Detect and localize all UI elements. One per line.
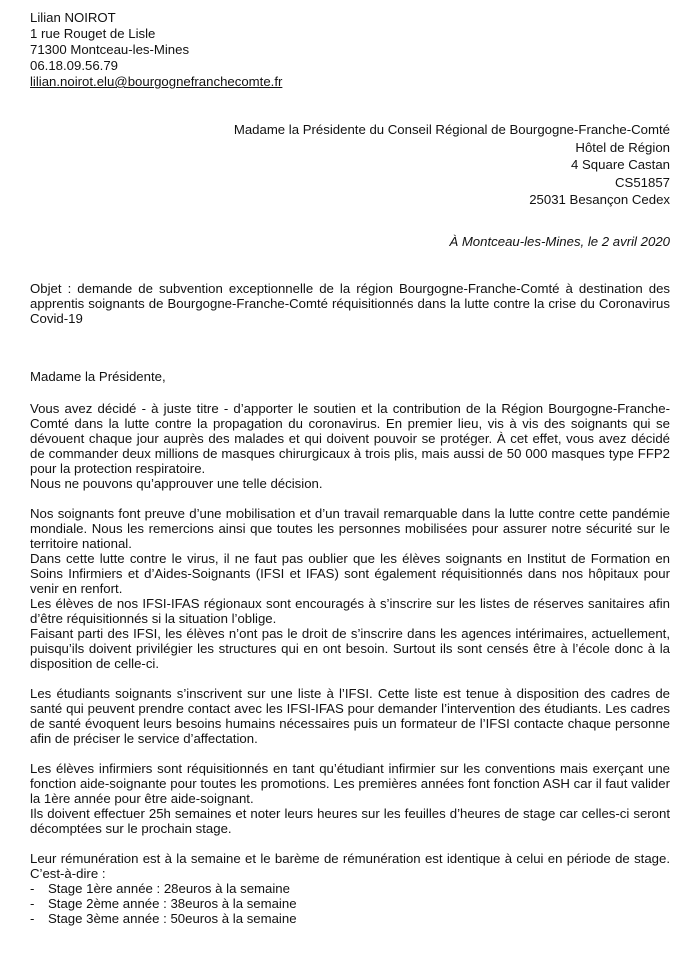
paragraph-4 <box>30 761 670 836</box>
sender-address-line2: 71300 Montceau-les-Mines <box>30 42 190 57</box>
letter-date: À Montceau-les-Mines, le 2 avril 2020 <box>449 234 670 249</box>
paragraph-1 <box>30 401 670 491</box>
paragraph-line: Dans cette lutte contre le virus, il ne faut pas oublier que les élèves soignants en Institut de Formation en Soins Infirmiers et d’Aides-Soignants (IFSI et IFAS) sont également réquisitionnés dans nos hôpitaux pour venir en renfort. <box>30 550 670 596</box>
sender-name: Lilian NOIROT <box>30 10 116 25</box>
paragraph-2 <box>30 506 670 671</box>
stage-list-item: - Stage 2ème année : 38euros à la semaine <box>30 896 670 911</box>
recipient-line1: Madame la Présidente du Conseil Régional de Bourgogne-Franche-Comté <box>233 122 670 137</box>
paragraph-line: Nos soignants font preuve d’une mobilisation et d’un travail remarquable dans la lutte contre cette pandémie mondiale. Nous les remercions ainsi que toutes les personnes mobilisées pour assurer notre sécurité sur le territoire national. <box>30 505 670 551</box>
stage-list <box>30 881 670 926</box>
sender-email-link[interactable]: lilian.noirot.elu@bourgognefranchecomte.fr <box>30 74 283 89</box>
salutation: Madame la Présidente, <box>30 369 166 384</box>
paragraph-line: Leur rémunération est à la semaine et le barème de rémunération est identique à celui en période de stage. C’est-à-dire : <box>30 850 670 881</box>
paragraph-5 <box>30 851 670 926</box>
paragraph-line: Nous ne pouvons qu’approuver une telle décision. <box>30 475 323 491</box>
paragraph-line: Les élèves de nos IFSI-IFAS régionaux sont encouragés à s’inscrire sur les listes de réserves sanitaires afin d’être réquisitionnés si la situation l’oblige. <box>30 595 670 626</box>
letter-page <box>30 10 670 926</box>
paragraph-line: Faisant parti des IFSI, les élèves n’ont pas le droit de s’inscrire dans les agences intérimaires, actuellement, puisqu’ils doivent privilégier les structures qui en ont besoin. Surtout ils sont censés être à l’école donc à la disposition de celle-ci. <box>30 625 670 671</box>
sender-address-line1: 1 rue Rouget de Lisle <box>30 26 156 41</box>
paragraph-line: Vous avez décidé - à juste titre - d’apporter le soutien et la contribution de la Région Bourgogne-Franche-Comté dans la lutte contre la propagation du coronavirus. En premier lieu, vis à vis des soignants qui se dévouent chaque jour auprès des malades et qui doivent pouvoir se protéger. À cet effet, vous avez décidé de commander deux millions de masques chirurgicaux à trois plis, mais aussi de 50 000 masques type FFP2 pour la protection respiratoire. <box>30 400 670 476</box>
stage-list-item: - Stage 1ère année : 28euros à la semaine <box>30 881 670 896</box>
paragraph-line: Les étudiants soignants s’inscrivent sur une liste à l’IFSI. Cette liste est tenue à disposition des cadres de santé qui peuvent prendre contact avec les IFSI-IFAS pour demander l’intervention des étudiants. Les cadres de santé évoquent leurs besoins humains nécessaires puis un formateur de l’IFSI contacte chaque personne afin de préciser le service d’affectation. <box>30 685 670 746</box>
paragraph-line: Ils doivent effectuer 25h semaines et noter leurs heures sur les feuilles d’heures de stage car celles-ci seront décomptées sur le prochain stage. <box>30 805 670 836</box>
letter-body <box>30 369 670 926</box>
letter-object: Objet : demande de subvention exceptionnelle de la région Bourgogne-Franche-Comté à destination des apprentis soignants de Bourgogne-Franche-Comté réquisitionnés dans la lutte contre la crise du Coronavirus Covid-19 <box>30 281 670 326</box>
recipient-line3: 4 Square Castan <box>571 157 670 172</box>
recipient-line4: CS51857 <box>615 174 670 190</box>
stage-list-item: - Stage 3ème année : 50euros à la semaine <box>30 911 670 926</box>
paragraph-3 <box>30 686 670 746</box>
recipient-line2: Hôtel de Région <box>575 139 670 155</box>
recipient-block <box>234 121 670 209</box>
recipient-line5: 25031 Besançon Cedex <box>529 192 670 207</box>
paragraph-line: Les élèves infirmiers sont réquisitionnés en tant qu’étudiant infirmier sur les conventions mais exerçant une fonction aide-soignante pour toutes les promotions. Les premières années font fonction ASH car il faut valider la 1ère année pour être aide-soignant. <box>30 760 670 806</box>
sender-phone: 06.18.09.56.79 <box>30 58 118 73</box>
sender-block <box>30 10 670 90</box>
